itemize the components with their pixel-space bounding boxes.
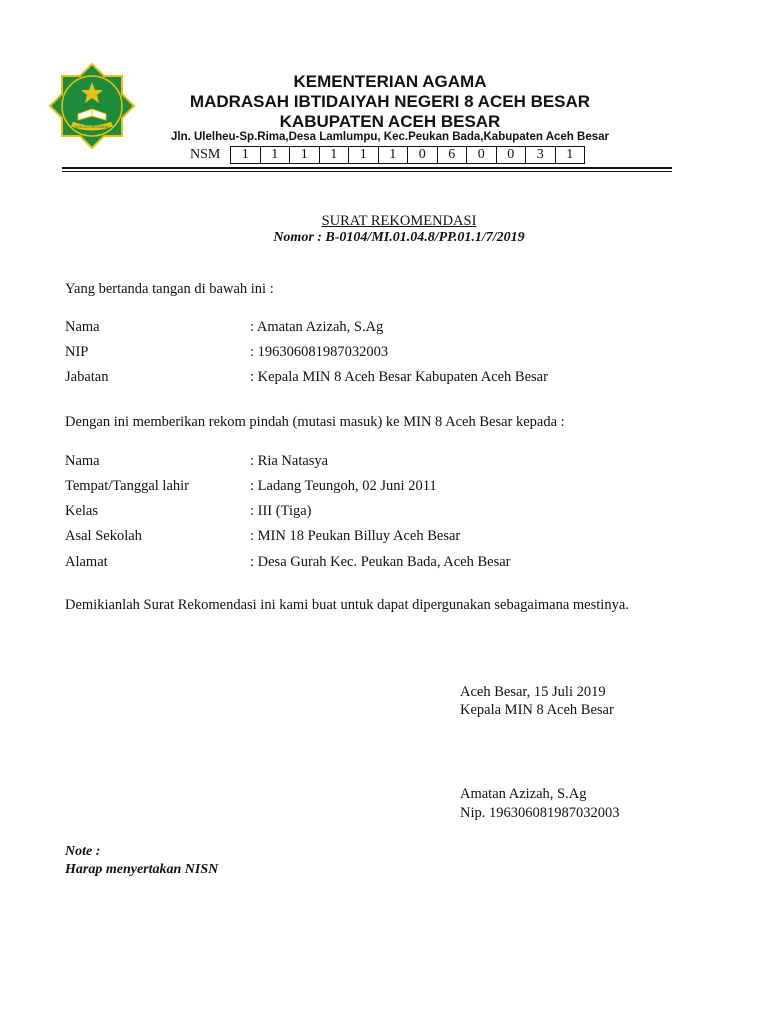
- signer-nip-value: : 196306081987032003: [250, 344, 389, 360]
- nsm-digit: 0: [408, 147, 438, 163]
- logo-motto: IKHLAS BERAMAL: [74, 124, 110, 129]
- regency-name: KABUPATEN ACEH BESAR: [279, 112, 501, 131]
- statement-text: Dengan ini memberikan rekom pindah (mutasi masuk) ke MIN 8 Aceh Besar kepada :: [65, 414, 565, 430]
- kemenag-logo: [48, 62, 136, 150]
- student-class-label: Kelas: [65, 503, 99, 519]
- signer-name-label: Nama: [65, 319, 100, 335]
- nsm-cells: [230, 146, 585, 164]
- signer-position-label: Jabatan: [65, 369, 109, 385]
- school-name: MADRASAH IBTIDAIYAH NEGERI 8 ACEH BESAR: [189, 92, 591, 111]
- letter-title: SURAT REKOMENDASI: [321, 213, 477, 229]
- signer-nip-label: NIP: [65, 344, 89, 360]
- note-text: Harap menyertakan NISN: [65, 862, 219, 877]
- letter-number: Nomor : B-0104/MI.01.04.8/PP.01.1/7/2019: [273, 230, 525, 245]
- student-school-label: Asal Sekolah: [65, 528, 142, 544]
- signature-place-date: Aceh Besar, 15 Juli 2019: [460, 684, 606, 700]
- nsm-row: [190, 146, 585, 164]
- ministry-name: KEMENTERIAN AGAMA: [293, 72, 487, 91]
- nsm-digit: 0: [467, 147, 497, 163]
- student-address-label: Alamat: [65, 554, 108, 570]
- student-birth-label: Tempat/Tanggal lahir: [65, 478, 189, 494]
- signer-position-value: : Kepala MIN 8 Aceh Besar Kabupaten Aceh Besar: [250, 369, 548, 385]
- signature-name: Amatan Azizah, S.Ag: [460, 786, 587, 802]
- nsm-digit: 1: [290, 147, 320, 163]
- signature-position: Kepala MIN 8 Aceh Besar: [460, 702, 614, 718]
- nsm-digit: 0: [497, 147, 527, 163]
- nsm-digit: 1: [231, 147, 261, 163]
- student-address-value: : Desa Gurah Kec. Peukan Bada, Aceh Besar: [250, 554, 511, 570]
- nsm-digit: 1: [556, 147, 586, 163]
- student-name-value: : Ria Natasya: [250, 453, 329, 469]
- nsm-digit: 1: [261, 147, 291, 163]
- nsm-digit: 6: [438, 147, 468, 163]
- nsm-digit: 3: [526, 147, 556, 163]
- intro-text: Yang bertanda tangan di bawah ini :: [65, 281, 274, 297]
- signer-name-value: : Amatan Azizah, S.Ag: [250, 319, 384, 335]
- student-class-value: : III (Tiga): [250, 503, 312, 519]
- student-birth-value: : Ladang Teungoh, 02 Juni 2011: [250, 478, 437, 494]
- header-rule-thick: [62, 167, 672, 169]
- student-name-label: Nama: [65, 453, 100, 469]
- closing-text: Demikianlah Surat Rekomendasi ini kami buat untuk dapat dipergunakan sebagaimana mestinya.: [65, 597, 629, 613]
- header-rule-thin: [62, 171, 672, 172]
- nsm-digit: 1: [379, 147, 409, 163]
- student-school-value: : MIN 18 Peukan Billuy Aceh Besar: [250, 528, 461, 544]
- nsm-digit: 1: [349, 147, 379, 163]
- nsm-digit: 1: [320, 147, 350, 163]
- signature-nip: Nip. 196306081987032003: [460, 805, 620, 821]
- nsm-label: NSM: [190, 147, 221, 162]
- school-address: Jln. Ulelheu-Sp.Rima,Desa Lamlumpu, Kec.Peukan Bada,Kabupaten Aceh Besar: [171, 131, 609, 143]
- note-heading: Note :: [65, 844, 101, 859]
